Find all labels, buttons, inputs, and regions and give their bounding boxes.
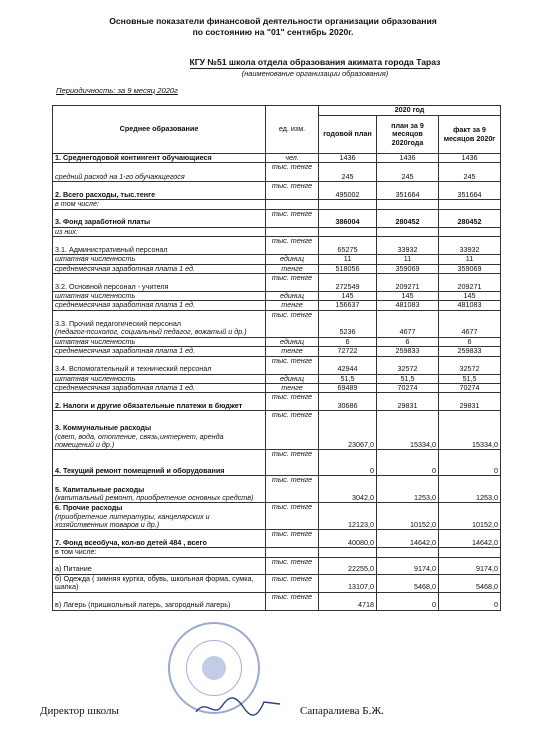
table-row — [53, 393, 501, 411]
row-title: 3. Коммунальные расходы — [55, 423, 152, 433]
cell-plan-9-months: 32572 — [377, 356, 439, 374]
cell-plan-9-months: 5468,0 — [377, 574, 439, 592]
cell-fact-9-months: 359069 — [439, 264, 501, 273]
cell-annual-plan: 30686 — [319, 393, 377, 411]
table-row — [53, 227, 501, 236]
row-title: средний расход на 1-го обучающегося — [55, 172, 185, 181]
table-row — [53, 337, 501, 346]
row-title: среднемесячная заработная плата 1 ед. — [55, 264, 195, 273]
cell-plan-9-months: 0 — [377, 592, 439, 610]
organization-caption: (наименование организации образования) — [241, 69, 389, 78]
cell-annual-plan: 518056 — [319, 264, 377, 273]
report-title-line1: Основные показатели финансовой деятельности организации образования — [109, 16, 437, 26]
cell-annual-plan: 40080,0 — [319, 530, 377, 548]
cell-fact-9-months: 15334,0 — [439, 411, 501, 450]
cell-annual-plan: 145 — [319, 292, 377, 301]
row-title: штатная численность — [55, 337, 136, 346]
cell-fact-9-months — [439, 200, 501, 209]
row-title: среднемесячная заработная плата 1 ед. — [55, 346, 195, 356]
periodicity: Периодичность: за 9 месяц 2020г — [56, 86, 178, 95]
signature-icon — [192, 692, 284, 720]
row-title: 3. Фонд заработной платы — [55, 217, 151, 227]
header-annual-plan: годовой план — [319, 116, 377, 154]
row-title: среднемесячная заработная плата 1 ед. — [55, 300, 195, 310]
row-unit: тенге — [266, 384, 319, 393]
table-row — [53, 374, 501, 383]
table-row — [53, 548, 501, 557]
cell-annual-plan: 72722 — [319, 347, 377, 356]
financial-table — [52, 105, 501, 611]
table-row — [53, 347, 501, 356]
row-title: штатная численность — [55, 291, 136, 301]
row-name — [53, 337, 266, 346]
table-row — [53, 310, 501, 337]
cell-plan-9-months: 15334,0 — [377, 411, 439, 450]
row-subtitle: (свет, вода, отопление, связь,интернет, аренда помещений и др.) — [55, 431, 224, 450]
cell-plan-9-months: 359069 — [377, 264, 439, 273]
row-subtitle: (приобретение литературы, канцелярских и хозяйственных товаров и др.) — [55, 511, 210, 530]
table-row — [53, 411, 501, 450]
row-subtitle: (педагог-психолог, социальный педагог, вожатый и др.) — [55, 327, 247, 337]
row-unit — [266, 200, 319, 209]
cell-annual-plan: 3042,0 — [319, 476, 377, 503]
row-unit: тыс. тенге — [266, 209, 319, 227]
cell-plan-9-months — [377, 200, 439, 209]
cell-plan-9-months: 259833 — [377, 347, 439, 356]
cell-fact-9-months — [439, 548, 501, 557]
row-name — [53, 264, 266, 273]
row-name — [53, 393, 266, 411]
cell-annual-plan: 0 — [319, 450, 377, 476]
cell-fact-9-months: 245 — [439, 163, 501, 182]
table-row — [53, 592, 501, 610]
cell-annual-plan: 51,5 — [319, 374, 377, 383]
row-unit: тыс. тенге — [266, 356, 319, 374]
director-label: Директор школы — [40, 705, 119, 717]
cell-fact-9-months: 10152,0 — [439, 503, 501, 530]
row-title: 3.1. Административный персонал — [55, 244, 168, 254]
cell-plan-9-months: 10152,0 — [377, 503, 439, 530]
row-unit: единиц — [266, 292, 319, 301]
row-name — [53, 411, 266, 450]
cell-annual-plan: 22255,0 — [319, 557, 377, 574]
table-row — [53, 154, 501, 163]
cell-fact-9-months: 1436 — [439, 154, 501, 163]
cell-plan-9-months: 51,5 — [377, 374, 439, 383]
table-row — [53, 574, 501, 592]
row-unit: тыс. тенге — [266, 411, 319, 450]
row-title: из них: — [55, 227, 78, 236]
row-name — [53, 592, 266, 610]
cell-fact-9-months: 5468,0 — [439, 574, 501, 592]
row-name — [53, 574, 266, 592]
cell-fact-9-months: 280452 — [439, 209, 501, 227]
row-unit: тыс. тенге — [266, 237, 319, 255]
cell-fact-9-months — [439, 227, 501, 236]
row-unit: тыс. тенге — [266, 310, 319, 337]
table-row — [53, 237, 501, 255]
cell-fact-9-months: 481083 — [439, 301, 501, 310]
cell-fact-9-months: 209271 — [439, 274, 501, 292]
organization-name: КГУ №51 школа отдела образования акимата города Тараз — [189, 57, 441, 67]
row-unit: тенге — [266, 264, 319, 273]
row-name — [53, 374, 266, 383]
cell-annual-plan: 4718 — [319, 592, 377, 610]
row-unit: тыс. тенге — [266, 476, 319, 503]
row-unit: тыс. тенге — [266, 574, 319, 592]
row-unit: тыс. тенге — [266, 450, 319, 476]
row-name — [53, 557, 266, 574]
cell-plan-9-months: 70274 — [377, 384, 439, 393]
cell-plan-9-months: 4677 — [377, 310, 439, 337]
cell-annual-plan: 495002 — [319, 182, 377, 200]
row-title: в) Лагерь (пришкольный лагерь, загородный лагерь) — [55, 600, 231, 610]
cell-fact-9-months: 14642,0 — [439, 530, 501, 548]
row-name — [53, 274, 266, 292]
row-unit — [266, 227, 319, 236]
row-title: 4. Текущий ремонт помещений и оборудования — [55, 466, 225, 476]
table-row — [53, 255, 501, 264]
cell-annual-plan: 23067,0 — [319, 411, 377, 450]
row-unit: тыс. тенге — [266, 393, 319, 411]
row-name — [53, 154, 266, 163]
header-unit: ед. изм. — [266, 106, 319, 154]
cell-annual-plan — [319, 227, 377, 236]
cell-annual-plan: 12123,0 — [319, 503, 377, 530]
row-unit: тыс. тенге — [266, 503, 319, 530]
cell-annual-plan: 13107,0 — [319, 574, 377, 592]
row-name — [53, 237, 266, 255]
header-name: Среднее образование — [53, 106, 266, 154]
row-title: 3.4. Вспомогательный и технический персонал — [55, 364, 212, 374]
row-name — [53, 182, 266, 200]
table-row — [53, 163, 501, 182]
cell-annual-plan: 245 — [319, 163, 377, 182]
cell-annual-plan: 386004 — [319, 209, 377, 227]
cell-annual-plan: 69489 — [319, 384, 377, 393]
row-title: а) Питание — [55, 564, 92, 574]
row-name — [53, 384, 266, 393]
row-unit: тыс. тенге — [266, 163, 319, 182]
cell-annual-plan — [319, 200, 377, 209]
cell-plan-9-months: 145 — [377, 292, 439, 301]
row-unit: чел. — [266, 154, 319, 163]
cell-fact-9-months: 32572 — [439, 356, 501, 374]
table-row — [53, 356, 501, 374]
cell-plan-9-months: 0 — [377, 450, 439, 476]
cell-annual-plan: 272549 — [319, 274, 377, 292]
row-unit: тыс. тенге — [266, 182, 319, 200]
table-row — [53, 557, 501, 574]
table-row — [53, 209, 501, 227]
cell-fact-9-months: 1253,0 — [439, 476, 501, 503]
cell-fact-9-months: 11 — [439, 255, 501, 264]
table-row — [53, 274, 501, 292]
row-title: среднемесячная заработная плата 1 ед. — [55, 383, 195, 393]
row-title: 7. Фонд всеобуча, кол-во детей 484 , всего — [55, 538, 207, 548]
cell-fact-9-months: 29831 — [439, 393, 501, 411]
row-name — [53, 530, 266, 548]
cell-annual-plan: 42944 — [319, 356, 377, 374]
cell-plan-9-months — [377, 548, 439, 557]
row-name — [53, 163, 266, 182]
row-name — [53, 310, 266, 337]
row-name — [53, 356, 266, 374]
table-row — [53, 200, 501, 209]
row-title: штатная численность — [55, 374, 136, 383]
cell-plan-9-months: 33932 — [377, 237, 439, 255]
cell-plan-9-months: 481083 — [377, 301, 439, 310]
row-title: 2. Всего расходы, тыс.тенге — [55, 190, 156, 199]
header-plan-9-months: план за 9 месяцов 2020года — [377, 116, 439, 154]
row-name — [53, 503, 266, 530]
row-unit — [266, 548, 319, 557]
cell-annual-plan: 11 — [319, 255, 377, 264]
row-title: 1. Среднегодовой контингент обучающиеся — [55, 153, 212, 162]
table-row — [53, 476, 501, 503]
cell-plan-9-months: 351664 — [377, 182, 439, 200]
row-unit: тыс. тенге — [266, 530, 319, 548]
table-row — [53, 264, 501, 273]
table-row — [53, 384, 501, 393]
report-title-line2: по состоянию на "01" сентябрь 2020г. — [192, 27, 354, 37]
table-row — [53, 530, 501, 548]
row-title: 2. Налоги и другие обязательные платежи в бюджет — [55, 401, 243, 411]
cell-annual-plan: 156637 — [319, 301, 377, 310]
cell-plan-9-months: 29831 — [377, 393, 439, 411]
cell-annual-plan — [319, 548, 377, 557]
row-title: б) Одежда ( зимняя куртка, обувь, школьная форма, сумка, шапка) — [55, 574, 254, 592]
row-name — [53, 347, 266, 356]
cell-fact-9-months: 70274 — [439, 384, 501, 393]
cell-annual-plan: 5236 — [319, 310, 377, 337]
cell-fact-9-months: 0 — [439, 450, 501, 476]
row-title: 3.2. Основной персонал - учителя — [55, 281, 169, 291]
cell-fact-9-months: 351664 — [439, 182, 501, 200]
table-row — [53, 182, 501, 200]
cell-plan-9-months: 1253,0 — [377, 476, 439, 503]
row-title: в том числе: — [55, 547, 97, 557]
row-name — [53, 227, 266, 236]
header-year: 2020 год — [319, 106, 501, 116]
row-unit: единиц — [266, 255, 319, 264]
row-title: 3.3. Прочий педагогический персонал — [55, 319, 182, 329]
cell-plan-9-months: 6 — [377, 337, 439, 346]
row-unit: тыс. тенге — [266, 557, 319, 574]
cell-fact-9-months: 9174,0 — [439, 557, 501, 574]
cell-plan-9-months: 1436 — [377, 154, 439, 163]
cell-fact-9-months: 6 — [439, 337, 501, 346]
row-name — [53, 476, 266, 503]
cell-fact-9-months: 0 — [439, 592, 501, 610]
row-name — [53, 209, 266, 227]
row-unit: единиц — [266, 337, 319, 346]
cell-fact-9-months: 33932 — [439, 237, 501, 255]
cell-plan-9-months — [377, 227, 439, 236]
cell-plan-9-months: 245 — [377, 163, 439, 182]
table-row — [53, 292, 501, 301]
table-row — [53, 301, 501, 310]
cell-plan-9-months: 209271 — [377, 274, 439, 292]
director-name: Сапаралиева Б.Ж. — [300, 705, 384, 717]
row-unit: тыс. тенге — [266, 592, 319, 610]
row-unit: единиц — [266, 374, 319, 383]
table-row — [53, 503, 501, 530]
row-name — [53, 450, 266, 476]
row-unit: тенге — [266, 347, 319, 356]
row-unit: тыс. тенге — [266, 274, 319, 292]
row-name — [53, 301, 266, 310]
row-name — [53, 200, 266, 209]
row-title: 5. Капитальные расходы — [55, 484, 145, 494]
row-name — [53, 548, 266, 557]
cell-plan-9-months: 11 — [377, 255, 439, 264]
row-name — [53, 255, 266, 264]
cell-annual-plan: 6 — [319, 337, 377, 346]
row-unit: тенге — [266, 301, 319, 310]
cell-plan-9-months: 280452 — [377, 209, 439, 227]
row-name — [53, 292, 266, 301]
cell-fact-9-months: 4677 — [439, 310, 501, 337]
cell-annual-plan: 1436 — [319, 154, 377, 163]
table-row — [53, 450, 501, 476]
cell-plan-9-months: 9174,0 — [377, 557, 439, 574]
row-title: 6. Прочие расходы — [55, 503, 123, 513]
cell-fact-9-months: 145 — [439, 292, 501, 301]
row-subtitle: (капитальный ремонт, приобретение основных средств) — [55, 493, 254, 503]
cell-fact-9-months: 51,5 — [439, 374, 501, 383]
stamp-emblem-icon — [202, 656, 226, 680]
cell-annual-plan: 65275 — [319, 237, 377, 255]
cell-plan-9-months: 14642,0 — [377, 530, 439, 548]
row-title: штатная численность — [55, 254, 136, 264]
cell-fact-9-months: 259833 — [439, 347, 501, 356]
header-fact-9-months: факт за 9 месяцов 2020г — [439, 116, 501, 154]
row-title: в том числе: — [55, 199, 99, 209]
